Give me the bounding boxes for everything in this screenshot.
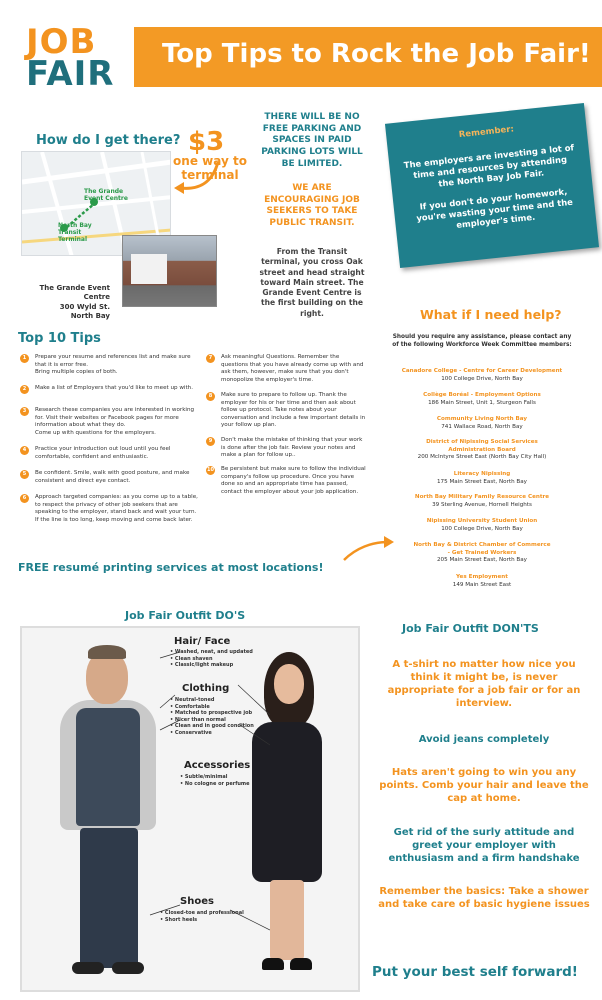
org-address: 186 Main Street, Unit 1, Sturgeon Falls [428,399,536,406]
help-org [384,471,580,486]
woman-face-figure [274,664,304,704]
org-name: Nipissing University Student Union [426,518,538,524]
dont-item: Get rid of the surly attitude and greet your employer with enthusiasm and a firm handshake [388,827,580,864]
help-org [384,416,580,431]
remember-paragraph-1: The employers are investing a lot of time and resources by attending the North Bay Job Fair. [403,142,575,189]
accessories-category: Accessories [184,760,251,771]
org-address: 175 Main Street East, North Bay [437,478,527,485]
tip-number-badge: 4 [20,446,29,455]
tip-text: Be confident. Smile, walk with good posture, and make consistent and direct eye contact. [35,470,190,484]
transit-notice: WE ARE ENCOURAGING JOB SEEKERS TO TAKE PUBLIC TRANSIT. [264,183,360,229]
org-address: 100 College Drive, North Bay [441,525,523,532]
free-printing-banner [18,561,323,574]
remember-paragraph-2: If you don't do your homework, you're wasting your time and the employer's time. [415,185,574,230]
tip-number-badge: 3 [20,407,29,416]
tip-number-badge: 5 [20,470,29,479]
tip-item [206,354,366,384]
hair-face-category: Hair/ Face [174,636,231,647]
dont-item: A t-shirt no matter how nice you think it might be, is never appropriate for a job fair or for an interview. [387,659,581,709]
org-name: Collège Boréal - Employment Options [423,392,541,398]
help-org [384,542,580,565]
arrow-to-help-icon [340,534,396,564]
tip-text: Ask meaningful Questions. Remember the questions that you have already come up with and ask them, however, make sure that you don't monopolize the employer's time. [221,354,364,383]
tips-heading: Top 10 Tips [18,331,101,346]
directions-heading: How do I get there? [36,133,181,148]
walking-directions: From the Transit terminal, you cross Oak street and head straight toward Main street. The Grande Event Centre is the first building on the right. [259,247,365,318]
title-banner [134,27,602,87]
help-heading: What if I need help? [420,307,562,322]
free-printing-bold: FREE [18,561,50,574]
tip-number-badge: 6 [20,494,29,503]
tip-text: Be persistent but make sure to follow the individual company's follow up procedure. Once you have done so and an appropriate time has passed, contact the employer about your job application. [221,466,366,495]
fare-note: one way to terminal [173,154,247,183]
tip-number-badge: 9 [206,437,215,446]
org-address: 100 College Drive, North Bay [441,375,523,382]
tip-text: Prepare your resume and references list and make sure that it is error free. Bring multiple copies of both. [35,354,191,376]
clothing-items: • Neutral-toned • Comfortable • Matched to prospective job • Nicer than normal • Clean and in good condition • Conservative [170,697,254,736]
map-label-transit: North Bay Transit Terminal [58,222,92,244]
org-address: 149 Main Street East [452,581,512,588]
address-line-2: 300 Wyld St. [59,302,110,311]
tip-number-badge: 10 [207,467,214,473]
man-shoe-figure [72,962,104,974]
woman-shoe-figure [290,958,312,970]
clothing-category: Clothing [182,683,230,694]
tip-item [206,437,366,460]
tip-number-badge: 2 [20,385,29,394]
tip-item [20,470,198,485]
remember-heading: Remember: [458,124,515,141]
org-name: Literacy Nipissing [453,471,511,477]
donts-heading: Job Fair Outfit DON'TS [402,622,539,635]
remember-card [385,103,599,268]
org-address: 205 Main Street East, North Bay [437,557,527,564]
help-intro: Should you require any assistance, please contact any of the following Workforce Week Committee members: [392,334,572,348]
tip-text: Practice your introduction out loud until you feel comfortable, confident and enthusiastic. [35,446,171,460]
tip-item [20,354,198,377]
org-name: District of Nipissing Social Services Administration Board [426,439,538,453]
tip-text: Make sure to prepare to follow up. Thank the employer for his or her time and then ask about follow up protocol. Take notes about your conversation and include a few important details in your follow up plan. [221,392,366,429]
arrow-to-map-icon [172,158,222,198]
help-org [384,439,580,462]
dos-heading: Job Fair Outfit DO'S [125,609,246,622]
hair-face-items: • Washed, neat, and updated • Clean shaven • Classic/light makeup [170,649,253,668]
dont-item: Avoid jeans completely [418,734,550,745]
venue-address [18,284,110,322]
woman-legs-figure [270,880,304,960]
tip-item [206,466,366,496]
help-org [384,574,580,589]
tip-text: Make a list of Employers that you'd like to meet up with. [35,385,194,391]
tip-text: Don't make the mistake of thinking that your work is done after the job fair. Review your notes and make a plan for follow up.. [221,437,363,459]
tip-item [20,385,198,394]
help-org [384,518,580,533]
address-line-1: The Grande Event Centre [39,284,110,302]
org-name: North Bay & District Chamber of Commerce - Get Trained Workers [413,542,551,556]
tip-number-badge: 1 [20,354,29,363]
org-name: North Bay Military Family Resource Centre [414,494,550,500]
tip-text: Approach targeted companies: as you come up to a table, to respect the privacy of other job seekers that are speaking to the employer, stand back and wait your turn. If the line is too long, keep moving and come back later. [35,494,198,523]
tip-number-badge: 8 [206,392,215,401]
dont-item: Remember the basics: Take a shower and take care of basic hygiene issues [378,886,590,910]
woman-shoe-figure [262,958,284,970]
tip-item [20,407,198,437]
tip-item [206,392,366,430]
dont-item: Hats aren't going to win you any points. Comb your hair and leave the cap at home. [379,767,589,804]
help-org [384,368,580,383]
tip-text: Research these companies you are interested in working for. Visit their websites or Facebook pages for more information about what they do. Come up with questions for the employers. [35,407,195,436]
tip-item [20,494,198,524]
org-address: 741 Wallace Road, North Bay [441,423,523,430]
venue-sign [131,254,167,284]
org-address: 39 Sterling Avenue, Hornell Heights [432,501,532,508]
tip-item [20,446,198,461]
address-line-3: North Bay [70,312,110,321]
help-org [384,494,580,509]
org-address: 200 McIntyre Street East (North Bay City Hall) [417,454,547,461]
shoes-items: • Closed-toe and professional • Short heels [160,910,244,923]
logo-line-job: JOB [26,22,97,62]
job-fair-logo [26,22,126,95]
org-name: Canadore College - Centre for Career Development [401,368,563,374]
free-printing-text: resumé printing services at most locations! [49,561,324,574]
page-title: Top Tips to Rock the Job Fair! [162,39,591,69]
tip-number-badge: 7 [206,354,215,363]
man-shoe-figure [112,962,144,974]
venue-photo [122,235,217,307]
fare-price: $3 [188,127,225,157]
closing-slogan: Put your best self forward! [372,964,578,980]
org-name: Community Living North Bay [436,416,528,422]
parking-notice: THERE WILL BE NO FREE PARKING AND SPACES IN PAID PARKING LOTS WILL BE LIMITED. [261,112,363,169]
help-org [384,392,580,407]
shoes-category: Shoes [180,896,214,907]
org-name: Yes Employment [456,574,508,580]
logo-line-fair: FAIR [26,54,115,95]
map-label-venue: The Grande Event Centre [84,188,128,203]
accessories-items: • Subtle/minimal • No cologne or perfume [180,774,250,787]
